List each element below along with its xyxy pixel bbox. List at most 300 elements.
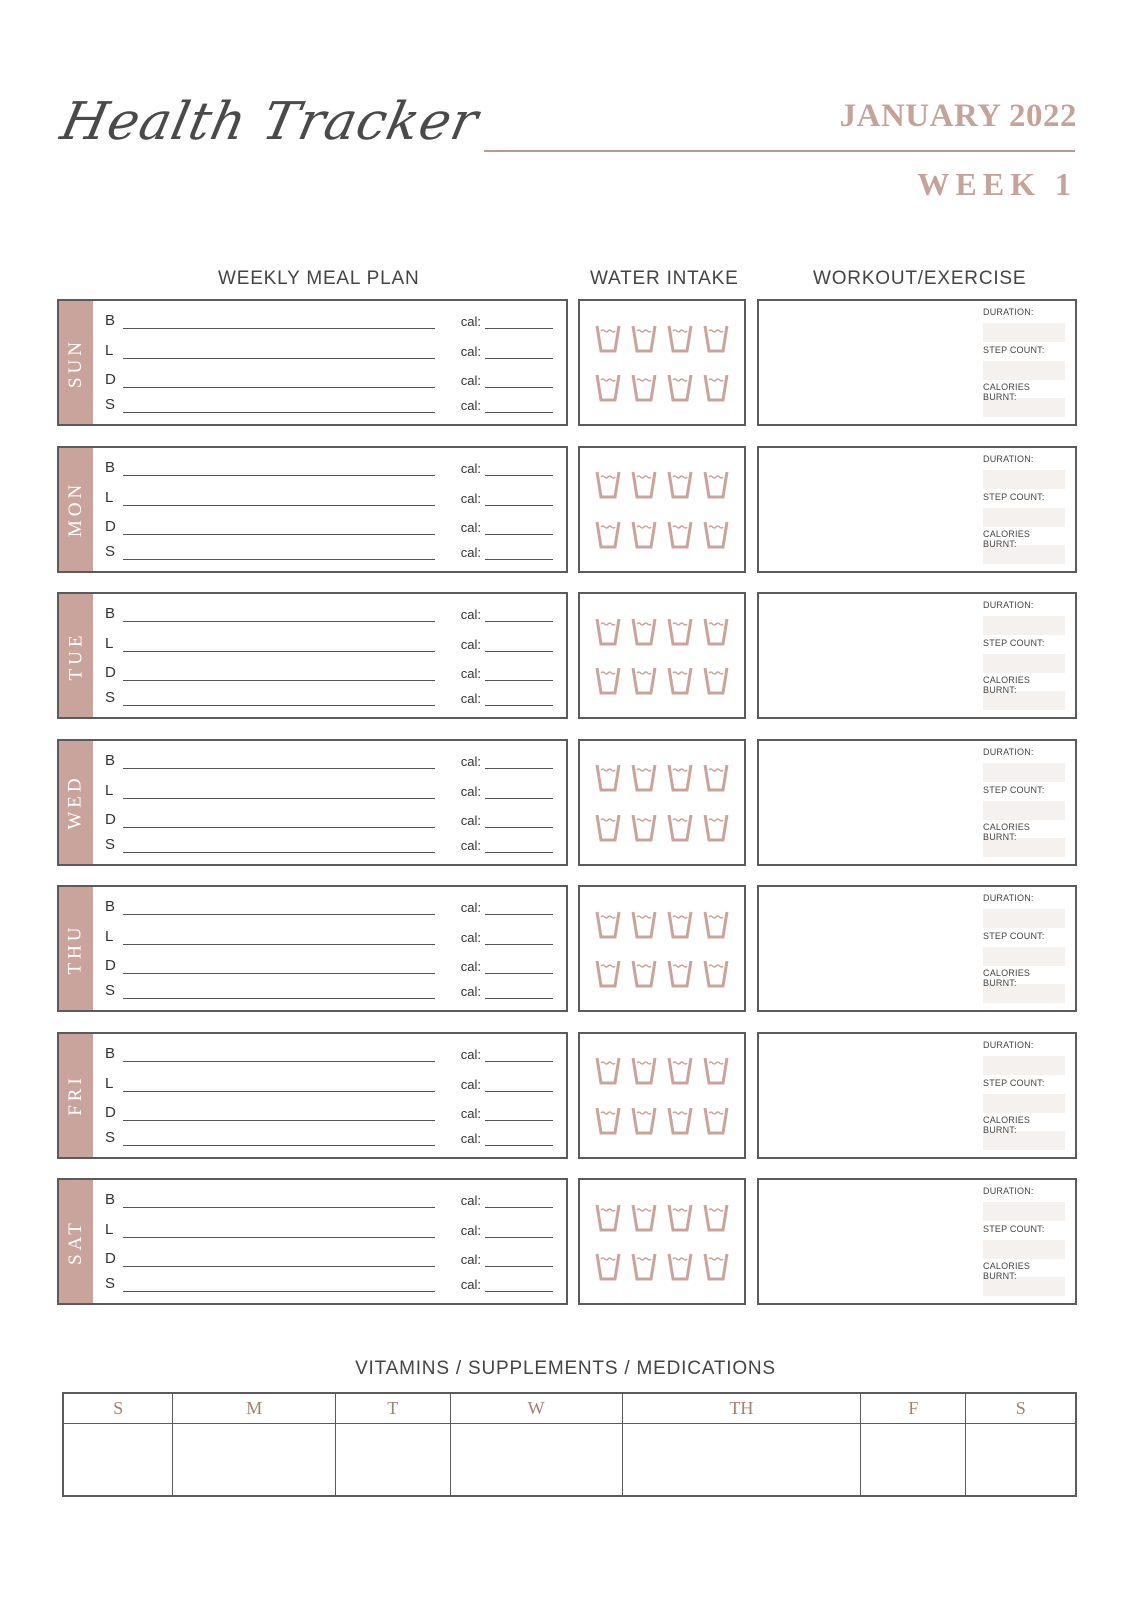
workout-field bbox=[983, 822, 1065, 857]
cal-label: cal: bbox=[460, 490, 481, 506]
workout-box[interactable] bbox=[757, 885, 1077, 1012]
meal-input-line[interactable] bbox=[123, 998, 435, 999]
workout-field-input[interactable] bbox=[983, 909, 1065, 928]
cal-input-line[interactable] bbox=[485, 914, 553, 915]
workout-field-label: CALORIES BURNT: bbox=[983, 528, 1031, 549]
cal-label: cal: bbox=[460, 1193, 481, 1208]
cal-input-line[interactable] bbox=[485, 1091, 553, 1092]
meal-input-line[interactable] bbox=[123, 914, 435, 915]
cal-input-line[interactable] bbox=[485, 1207, 553, 1208]
meal-entry[interactable] bbox=[105, 779, 553, 801]
meal-input-line[interactable] bbox=[123, 1061, 435, 1062]
workout-field bbox=[983, 1224, 1065, 1259]
water-glass-icon[interactable] bbox=[662, 1048, 698, 1094]
vitamin-day-cell[interactable] bbox=[63, 1423, 173, 1496]
day-label: SAT bbox=[65, 1218, 87, 1265]
water-glass-icon[interactable] bbox=[662, 1194, 698, 1240]
meal-entry[interactable] bbox=[105, 895, 553, 917]
water-glass-icon[interactable] bbox=[590, 658, 626, 704]
cal-label: cal: bbox=[460, 959, 481, 974]
meal-entry[interactable] bbox=[105, 1072, 553, 1094]
water-glass-icon[interactable] bbox=[626, 462, 662, 508]
meal-entry[interactable] bbox=[105, 632, 553, 654]
water-glass-icon[interactable] bbox=[698, 608, 734, 654]
meal-letter: S bbox=[105, 542, 116, 560]
water-glass-icon[interactable] bbox=[626, 1097, 662, 1143]
water-glass-icon[interactable] bbox=[590, 1244, 626, 1290]
meal-input-line[interactable] bbox=[123, 705, 435, 706]
water-glass-icon[interactable] bbox=[662, 1244, 698, 1290]
meal-entry[interactable] bbox=[105, 1126, 553, 1148]
cal-input-line[interactable] bbox=[485, 680, 553, 681]
water-glass-icon[interactable] bbox=[590, 462, 626, 508]
cal-input-line[interactable] bbox=[485, 651, 553, 652]
meal-letter: B bbox=[105, 605, 116, 622]
meal-letter: L bbox=[105, 781, 114, 799]
meal-letter: B bbox=[105, 751, 116, 769]
meal-entry[interactable] bbox=[105, 486, 553, 508]
meal-entry[interactable] bbox=[105, 833, 553, 855]
workout-field-input[interactable] bbox=[983, 1094, 1065, 1113]
water-glass-icon[interactable] bbox=[662, 1097, 698, 1143]
workout-box[interactable] bbox=[757, 299, 1077, 426]
water-glass-icon[interactable] bbox=[662, 462, 698, 508]
cal-input-line[interactable] bbox=[485, 412, 553, 413]
vitamin-day-cell[interactable] bbox=[861, 1423, 966, 1496]
workout-field-label: CALORIES BURNT: bbox=[983, 1261, 1031, 1281]
cal-label: cal: bbox=[460, 930, 481, 945]
cal-label: cal: bbox=[460, 1046, 481, 1062]
water-glass-icon[interactable] bbox=[590, 1097, 626, 1143]
meal-entry[interactable] bbox=[105, 456, 553, 478]
meal-input-line[interactable] bbox=[123, 651, 435, 652]
day-row-thu bbox=[57, 885, 1077, 1012]
header-divider bbox=[484, 150, 1075, 152]
workout-field bbox=[983, 1115, 1065, 1150]
day-tab bbox=[59, 887, 93, 1010]
cal-label: cal: bbox=[460, 984, 481, 999]
meal-entry[interactable] bbox=[105, 661, 553, 683]
meal-entry[interactable] bbox=[105, 979, 553, 1001]
meal-letter: D bbox=[105, 664, 116, 681]
meal-letter: S bbox=[105, 689, 116, 706]
cal-input-line[interactable] bbox=[485, 973, 553, 974]
day-label: SUN bbox=[65, 337, 87, 388]
water-glass-icon[interactable] bbox=[662, 608, 698, 654]
meal-input-line[interactable] bbox=[123, 768, 435, 769]
workout-field-label: STEP COUNT: bbox=[983, 1077, 1045, 1088]
workout-field-input[interactable] bbox=[983, 616, 1065, 635]
meal-input-line[interactable] bbox=[123, 559, 435, 560]
cal-input-line[interactable] bbox=[485, 505, 553, 506]
meal-letter: D bbox=[105, 517, 116, 535]
workout-field-label: CALORIES BURNT: bbox=[983, 968, 1031, 988]
meal-input-line[interactable] bbox=[123, 412, 435, 413]
cal-input-line[interactable] bbox=[485, 852, 553, 853]
workout-field-input[interactable] bbox=[983, 1202, 1065, 1221]
workout-field-label: CALORIES BURNT: bbox=[983, 382, 1031, 402]
cal-input-line[interactable] bbox=[485, 475, 553, 476]
workout-field-label: STEP COUNT: bbox=[983, 1224, 1045, 1234]
cal-label: cal: bbox=[460, 1130, 481, 1146]
vitamin-day-cell[interactable] bbox=[336, 1423, 451, 1496]
workout-field-input[interactable] bbox=[983, 801, 1065, 820]
water-glass-icon[interactable] bbox=[626, 755, 662, 801]
day-tab bbox=[59, 594, 93, 717]
day-row-tue bbox=[57, 592, 1077, 719]
cal-input-line[interactable] bbox=[485, 768, 553, 769]
water-glass-icon[interactable] bbox=[626, 315, 662, 361]
workout-field-label: STEP COUNT: bbox=[983, 491, 1045, 502]
meal-letter: D bbox=[105, 1250, 116, 1267]
water-glass-icon[interactable] bbox=[590, 901, 626, 947]
meal-letter: L bbox=[105, 342, 114, 359]
meal-input-line[interactable] bbox=[123, 1091, 435, 1092]
water-glass-icon[interactable] bbox=[662, 315, 698, 361]
cal-input-line[interactable] bbox=[485, 387, 553, 388]
meal-entry[interactable] bbox=[105, 540, 553, 562]
meal-input-line[interactable] bbox=[123, 944, 435, 945]
vitamin-day-cell[interactable] bbox=[622, 1423, 861, 1496]
water-intake-box bbox=[578, 446, 746, 573]
meal-input-line[interactable] bbox=[123, 1291, 435, 1292]
workout-field bbox=[983, 747, 1065, 782]
water-intake-box bbox=[578, 1178, 746, 1305]
meal-letter: L bbox=[105, 928, 114, 945]
cal-input-line[interactable] bbox=[485, 998, 553, 999]
cal-input-line[interactable] bbox=[485, 534, 553, 535]
workout-heading: WORKOUT/EXERCISE bbox=[813, 268, 1027, 289]
cal-input-line[interactable] bbox=[485, 827, 553, 828]
meal-entry[interactable] bbox=[105, 808, 553, 830]
water-glass-icon[interactable] bbox=[662, 951, 698, 997]
workout-field-label: STEP COUNT: bbox=[983, 345, 1045, 355]
water-intake-box bbox=[578, 299, 746, 426]
day-label: MON bbox=[65, 480, 86, 538]
meal-entry[interactable] bbox=[105, 1272, 553, 1294]
cal-label: cal: bbox=[460, 460, 481, 476]
meal-entry[interactable] bbox=[105, 749, 553, 771]
workout-field bbox=[983, 600, 1065, 635]
cal-label: cal: bbox=[460, 837, 481, 853]
cal-input-line[interactable] bbox=[485, 705, 553, 706]
vitamin-day-header: F bbox=[861, 1393, 966, 1423]
vitamin-day-cell[interactable] bbox=[450, 1423, 622, 1496]
water-glass-icon[interactable] bbox=[590, 755, 626, 801]
day-row-sat bbox=[57, 1178, 1077, 1305]
month-label: JANUARY 2022 bbox=[839, 98, 1077, 134]
water-glass-icon[interactable] bbox=[662, 901, 698, 947]
day-row-sun bbox=[57, 299, 1077, 426]
water-glass-icon[interactable] bbox=[698, 462, 734, 508]
meal-letter: S bbox=[105, 1128, 116, 1146]
meal-letter: B bbox=[105, 458, 116, 476]
meal-letter: B bbox=[105, 312, 116, 329]
workout-field-label: CALORIES BURNT: bbox=[983, 675, 1031, 695]
meal-letter: D bbox=[105, 1103, 116, 1121]
water-glass-icon[interactable] bbox=[662, 365, 698, 411]
meal-letter: S bbox=[105, 835, 116, 853]
meal-plan-box bbox=[57, 299, 568, 426]
vitamin-day-cell[interactable] bbox=[173, 1423, 336, 1496]
water-glass-icon[interactable] bbox=[662, 511, 698, 557]
workout-field-label: DURATION: bbox=[983, 307, 1034, 317]
meal-input-line[interactable] bbox=[123, 621, 435, 622]
water-glass-icon[interactable] bbox=[626, 804, 662, 850]
cal-input-line[interactable] bbox=[485, 621, 553, 622]
workout-box[interactable] bbox=[757, 739, 1077, 866]
water-glass-icon[interactable] bbox=[626, 1048, 662, 1094]
meal-letter: B bbox=[105, 898, 116, 915]
workout-field bbox=[983, 345, 1065, 380]
water-glass-icon[interactable] bbox=[626, 1244, 662, 1290]
workout-field-label: STEP COUNT: bbox=[983, 638, 1045, 648]
workout-field-input[interactable] bbox=[983, 508, 1065, 527]
meal-input-line[interactable] bbox=[123, 387, 435, 388]
meal-letter: L bbox=[105, 1221, 114, 1238]
workout-field bbox=[983, 638, 1065, 673]
page-title: Health Tracker bbox=[55, 92, 484, 152]
meal-entry[interactable] bbox=[105, 1247, 553, 1269]
meal-entry[interactable] bbox=[105, 954, 553, 976]
workout-field-input[interactable] bbox=[983, 470, 1065, 489]
water-glass-icon[interactable] bbox=[698, 1244, 734, 1290]
workout-box[interactable] bbox=[757, 1032, 1077, 1159]
meal-entry[interactable] bbox=[105, 393, 553, 415]
meal-letter: S bbox=[105, 396, 116, 413]
water-intake-box bbox=[578, 1032, 746, 1159]
meal-plan-box bbox=[57, 1178, 568, 1305]
day-row-wed bbox=[57, 739, 1077, 866]
meal-entry[interactable] bbox=[105, 1101, 553, 1123]
cal-input-line[interactable] bbox=[485, 798, 553, 799]
day-label: FRI bbox=[65, 1074, 87, 1116]
workout-field bbox=[983, 454, 1065, 489]
meal-input-line[interactable] bbox=[123, 1266, 435, 1267]
vitamin-day-header: T bbox=[336, 1393, 451, 1423]
workout-field-input[interactable] bbox=[983, 1240, 1065, 1259]
meal-entry[interactable] bbox=[105, 1042, 553, 1064]
workout-field bbox=[983, 1186, 1065, 1221]
cal-label: cal: bbox=[460, 1105, 481, 1121]
water-glass-icon[interactable] bbox=[590, 1194, 626, 1240]
water-glass-icon[interactable] bbox=[590, 365, 626, 411]
cal-input-line[interactable] bbox=[485, 1266, 553, 1267]
meal-input-line[interactable] bbox=[123, 1207, 435, 1208]
water-glass-icon[interactable] bbox=[626, 1194, 662, 1240]
meal-entry[interactable] bbox=[105, 925, 553, 947]
meal-entry[interactable] bbox=[105, 339, 553, 361]
water-glass-icon[interactable] bbox=[698, 1048, 734, 1094]
cal-input-line[interactable] bbox=[485, 1120, 553, 1121]
cal-label: cal: bbox=[460, 637, 481, 652]
cal-label: cal: bbox=[460, 398, 481, 413]
workout-field-input[interactable] bbox=[983, 1056, 1065, 1075]
meal-input-line[interactable] bbox=[123, 505, 435, 506]
workout-field-label: DURATION: bbox=[983, 1039, 1034, 1050]
meal-entry[interactable] bbox=[105, 309, 553, 331]
workout-field bbox=[983, 1040, 1065, 1075]
cal-label: cal: bbox=[460, 519, 481, 535]
vitamins-heading: VITAMINS / SUPPLEMENTS / MEDICATIONS bbox=[355, 1358, 776, 1379]
cal-input-line[interactable] bbox=[485, 559, 553, 560]
workout-field bbox=[983, 1261, 1065, 1296]
meal-input-line[interactable] bbox=[123, 680, 435, 681]
water-glass-icon[interactable] bbox=[626, 658, 662, 704]
workout-field-label: DURATION: bbox=[983, 746, 1034, 757]
workout-field-label: STEP COUNT: bbox=[983, 931, 1045, 941]
water-glass-icon[interactable] bbox=[626, 901, 662, 947]
water-glass-icon[interactable] bbox=[662, 804, 698, 850]
water-glass-icon[interactable] bbox=[662, 755, 698, 801]
vitamin-day-cell[interactable] bbox=[966, 1423, 1076, 1496]
vitamins-table bbox=[62, 1392, 1077, 1497]
cal-input-line[interactable] bbox=[485, 328, 553, 329]
cal-label: cal: bbox=[460, 812, 481, 828]
water-glass-icon[interactable] bbox=[698, 1097, 734, 1143]
workout-field-input[interactable] bbox=[983, 763, 1065, 782]
water-glass-icon[interactable] bbox=[662, 658, 698, 704]
meal-input-line[interactable] bbox=[123, 827, 435, 828]
water-glass-icon[interactable] bbox=[626, 951, 662, 997]
vitamin-day-header: M bbox=[173, 1393, 336, 1423]
meal-input-line[interactable] bbox=[123, 1237, 435, 1238]
meal-plan-box bbox=[57, 885, 568, 1012]
meal-entry[interactable] bbox=[105, 368, 553, 390]
meal-letter: B bbox=[105, 1044, 116, 1062]
workout-field-input[interactable] bbox=[983, 361, 1065, 380]
meal-input-line[interactable] bbox=[123, 534, 435, 535]
water-intake-box bbox=[578, 592, 746, 719]
water-glass-icon[interactable] bbox=[590, 1048, 626, 1094]
cal-input-line[interactable] bbox=[485, 358, 553, 359]
meal-input-line[interactable] bbox=[123, 1120, 435, 1121]
water-intake-box bbox=[578, 739, 746, 866]
day-tab bbox=[59, 1034, 93, 1157]
meal-input-line[interactable] bbox=[123, 973, 435, 974]
day-label: THU bbox=[65, 922, 86, 975]
workout-field-input[interactable] bbox=[983, 947, 1065, 966]
day-tab bbox=[59, 741, 93, 864]
workout-field bbox=[983, 382, 1065, 417]
cal-label: cal: bbox=[460, 314, 481, 329]
meal-input-line[interactable] bbox=[123, 358, 435, 359]
meal-input-line[interactable] bbox=[123, 798, 435, 799]
water-glass-icon[interactable] bbox=[626, 608, 662, 654]
meal-input-line[interactable] bbox=[123, 328, 435, 329]
water-glass-icon[interactable] bbox=[590, 608, 626, 654]
workout-field-label: DURATION: bbox=[983, 453, 1034, 464]
meal-letter: B bbox=[105, 1191, 116, 1208]
day-label: TUE bbox=[65, 631, 86, 680]
water-intake-box bbox=[578, 885, 746, 1012]
workout-field-label: DURATION: bbox=[983, 600, 1034, 610]
day-row-mon bbox=[57, 446, 1077, 573]
water-glass-icon[interactable] bbox=[698, 365, 734, 411]
water-glass-icon[interactable] bbox=[698, 511, 734, 557]
meal-entry[interactable] bbox=[105, 602, 553, 624]
workout-field-label: CALORIES BURNT: bbox=[983, 1114, 1031, 1135]
workout-field-label: STEP COUNT: bbox=[983, 784, 1045, 795]
water-glass-icon[interactable] bbox=[698, 315, 734, 361]
day-tab bbox=[59, 301, 93, 424]
meal-plan-heading: WEEKLY MEAL PLAN bbox=[218, 268, 420, 289]
day-tab bbox=[59, 448, 93, 571]
meal-plan-box bbox=[57, 739, 568, 866]
vitamin-day-header: TH bbox=[622, 1393, 861, 1423]
cal-label: cal: bbox=[460, 900, 481, 915]
water-glass-icon[interactable] bbox=[698, 755, 734, 801]
water-glass-icon[interactable] bbox=[626, 365, 662, 411]
cal-label: cal: bbox=[460, 373, 481, 388]
cal-label: cal: bbox=[460, 1252, 481, 1267]
workout-field-input[interactable] bbox=[983, 323, 1065, 342]
workout-field-label: CALORIES BURNT: bbox=[983, 821, 1031, 842]
workout-box[interactable] bbox=[757, 1178, 1077, 1305]
workout-box[interactable] bbox=[757, 592, 1077, 719]
cal-label: cal: bbox=[460, 691, 481, 706]
workout-field-input[interactable] bbox=[983, 654, 1065, 673]
water-glass-icon[interactable] bbox=[698, 901, 734, 947]
cal-label: cal: bbox=[460, 783, 481, 799]
water-glass-icon[interactable] bbox=[698, 1194, 734, 1240]
meal-input-line[interactable] bbox=[123, 852, 435, 853]
meal-letter: D bbox=[105, 957, 116, 974]
cal-input-line[interactable] bbox=[485, 1291, 553, 1292]
meal-letter: L bbox=[105, 635, 114, 652]
water-intake-heading: WATER INTAKE bbox=[590, 268, 739, 289]
water-glass-icon[interactable] bbox=[590, 315, 626, 361]
workout-field-label: DURATION: bbox=[983, 1186, 1034, 1196]
meal-letter: L bbox=[105, 488, 114, 506]
meal-plan-box bbox=[57, 1032, 568, 1159]
workout-field bbox=[983, 893, 1065, 928]
meal-entry[interactable] bbox=[105, 1188, 553, 1210]
workout-box[interactable] bbox=[757, 446, 1077, 573]
day-tab bbox=[59, 1180, 93, 1303]
meal-letter: D bbox=[105, 810, 116, 828]
cal-input-line[interactable] bbox=[485, 1237, 553, 1238]
vitamin-day-header: W bbox=[450, 1393, 622, 1423]
meal-letter: D bbox=[105, 371, 116, 388]
water-glass-icon[interactable] bbox=[698, 951, 734, 997]
vitamin-day-header: S bbox=[63, 1393, 173, 1423]
cal-label: cal: bbox=[460, 607, 481, 622]
meal-plan-box bbox=[57, 592, 568, 719]
water-glass-icon[interactable] bbox=[590, 804, 626, 850]
cal-label: cal: bbox=[460, 753, 481, 769]
water-glass-icon[interactable] bbox=[626, 511, 662, 557]
cal-input-line[interactable] bbox=[485, 1061, 553, 1062]
meal-letter: S bbox=[105, 982, 116, 999]
meal-input-line[interactable] bbox=[123, 475, 435, 476]
workout-field bbox=[983, 968, 1065, 1003]
cal-label: cal: bbox=[460, 1076, 481, 1092]
cal-input-line[interactable] bbox=[485, 944, 553, 945]
water-glass-icon[interactable] bbox=[698, 658, 734, 704]
meal-entry[interactable] bbox=[105, 686, 553, 708]
water-glass-icon[interactable] bbox=[698, 804, 734, 850]
water-glass-icon[interactable] bbox=[590, 951, 626, 997]
cal-input-line[interactable] bbox=[485, 1145, 553, 1146]
workout-field bbox=[983, 785, 1065, 820]
water-glass-icon[interactable] bbox=[590, 511, 626, 557]
meal-input-line[interactable] bbox=[123, 1145, 435, 1146]
workout-field bbox=[983, 307, 1065, 342]
meal-entry[interactable] bbox=[105, 515, 553, 537]
meal-letter: S bbox=[105, 1275, 116, 1292]
meal-entry[interactable] bbox=[105, 1218, 553, 1240]
